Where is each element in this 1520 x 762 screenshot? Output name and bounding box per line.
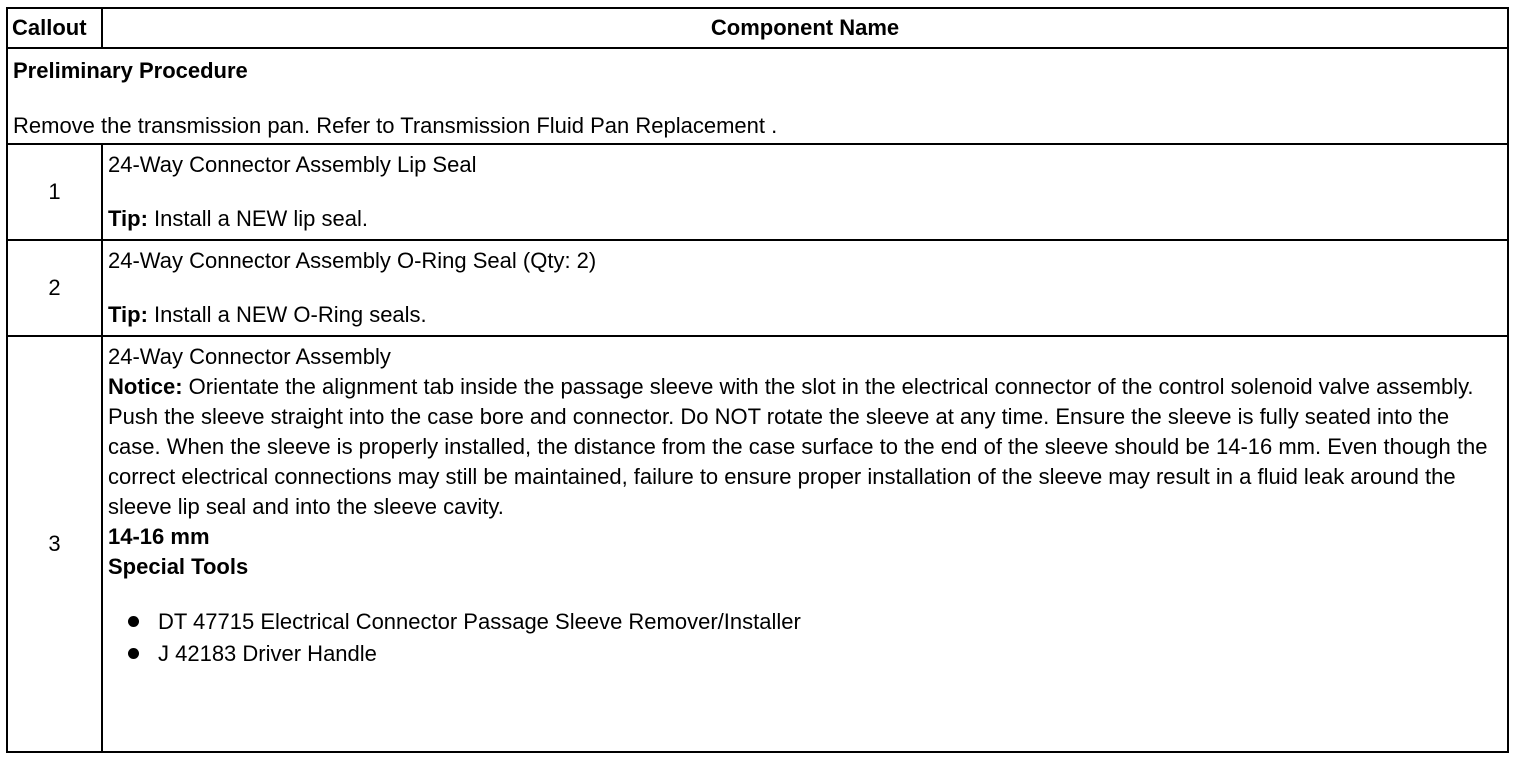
notice-body: Orientate the alignment tab inside the passage sleeve with the slot in the electrical connector of the control solenoid valve assembly. Push the sleeve straight into the case bore and connector. Do NOT rotate the sleeve at any time. Ensure the sleeve is fully seated into the case. When the sleeve is properly installed, the distance from the case surface to the end of the sleeve should be 14-16 mm. Even though the correct electrical connections may still be maintained, failure to ensure proper installation of the sleeve may result in a fluid leak around the sleeve lip seal and into the sleeve cavity. xyxy=(108,374,1488,519)
notice-label: Notice: xyxy=(108,374,183,399)
component-description xyxy=(102,240,1508,336)
special-tools-heading: Special Tools xyxy=(108,554,249,579)
tool-name: DT 47715 Electrical Connector Passage Sleeve Remover/Installer xyxy=(158,609,801,634)
header-row xyxy=(7,8,1508,48)
preliminary-row xyxy=(7,48,1508,144)
component-name: 24-Way Connector Assembly O-Ring Seal (Qty: 2) xyxy=(108,248,597,273)
notice-text xyxy=(108,372,1497,522)
preliminary-text: Remove the transmission pan. Refer to Transmission Fluid Pan Replacement . xyxy=(13,113,778,138)
callout-number: 3 xyxy=(7,336,102,752)
component-name: 24-Way Connector Assembly Lip Seal xyxy=(108,152,477,177)
preliminary-title: Preliminary Procedure xyxy=(13,58,248,83)
tip-text xyxy=(108,204,1497,234)
special-tools-list xyxy=(108,607,1497,671)
table-row xyxy=(7,336,1508,752)
tip-body: Install a NEW lip seal. xyxy=(147,206,368,231)
bullet-icon xyxy=(128,648,139,659)
list-item xyxy=(108,607,1497,639)
table-row xyxy=(7,240,1508,336)
tip-label: Tip: xyxy=(108,206,148,231)
bullet-icon xyxy=(128,616,139,627)
component-description xyxy=(102,336,1508,752)
preliminary-cell xyxy=(7,48,1508,144)
tip-text xyxy=(108,300,1497,330)
callout-number: 1 xyxy=(7,144,102,240)
callout-number: 2 xyxy=(7,240,102,336)
component-name: 24-Way Connector Assembly xyxy=(108,344,391,369)
measurement-spec: 14-16 mm xyxy=(108,524,210,549)
tool-name: J 42183 Driver Handle xyxy=(158,641,377,666)
list-item xyxy=(108,639,1497,671)
table-row xyxy=(7,144,1508,240)
component-name-header: Component Name xyxy=(102,8,1508,48)
tip-label: Tip: xyxy=(108,302,148,327)
component-table xyxy=(6,7,1509,753)
tip-body: Install a NEW O-Ring seals. xyxy=(147,302,427,327)
callout-header: Callout xyxy=(7,8,102,48)
component-description xyxy=(102,144,1508,240)
